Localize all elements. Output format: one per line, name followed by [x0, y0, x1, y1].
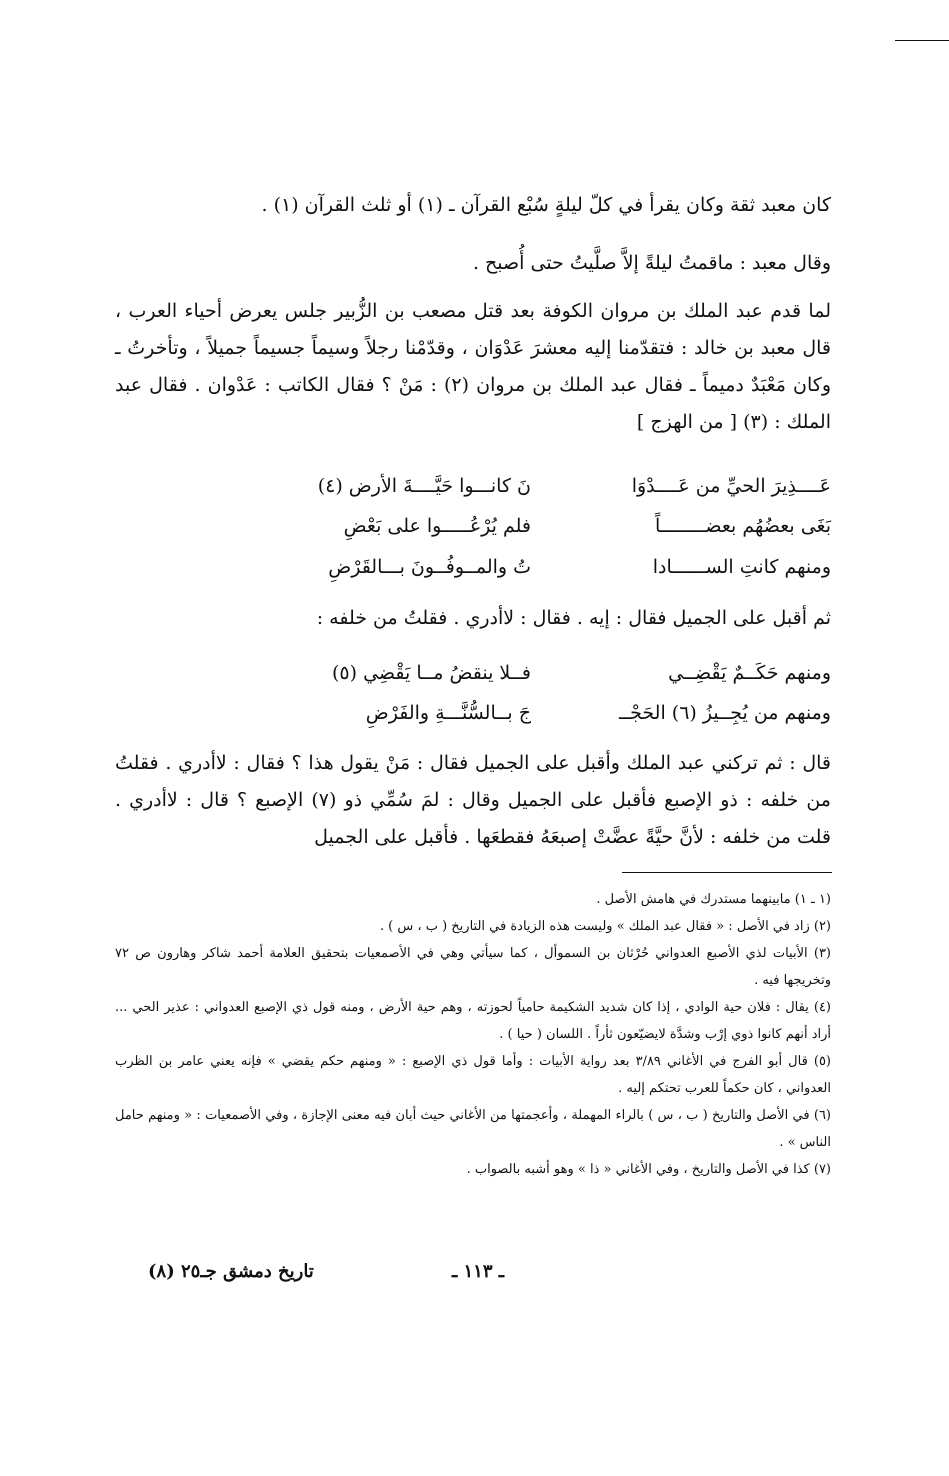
verse-line — [115, 697, 831, 729]
verse-line — [115, 470, 831, 502]
verse-line — [115, 510, 831, 542]
footnote: (١ ـ ١) مابينهما مستدرك في هامش الأصل . — [596, 892, 831, 907]
verse-hemistich-first: ومنهم كانتِ الســــــادا — [652, 556, 831, 578]
page-number: ـ ١١٣ ـ — [451, 1261, 505, 1282]
body-line-2: وقال معبد : ماقمتُ ليلةً إلاَّ صلَّيتُ حتى أُصبح . — [472, 252, 831, 274]
page-footer — [118, 1256, 834, 1288]
paragraph-text: لما قدم عبد الملك بن مروان الكوفة بعد قتل مصعب بن الزُّبير جلس يعرض أحياء العرب ، قال معبد بن خالد : فتقدّمنا إليه معشرَ عَدْوَان ، وقدّمْنا رجلاً وسيماً جسيماً جميلاً ، وتأخرتُ ـ وكان مَعْبَدٌ دميماً ـ فقال عبد الملك بن مروان (٢) : مَنْ ؟ فقال الكاتب : عَدْوان . فقال عبد الملك : (٣) [ من الهزج ] — [115, 300, 832, 433]
book-reference: تاريخ دمشق جـ٢٥ (٨) — [148, 1261, 314, 1282]
body-paragraph-1 — [115, 293, 831, 441]
footnote-separator — [622, 872, 832, 873]
verse-line — [115, 657, 831, 689]
footnote: (٧) كذا في الأصل والتاريخ ، وفي الأغاني « ذا » وهو أشبه بالصواب . — [466, 1162, 831, 1177]
footnote: (٥) قال أبو الفرج في الأغاني ٣/٨٩ بعد رواية الأبيات : وأما قول ذي الإصبع : « ومنهم حكم يقضي » فإنه يعني عامر بن الظرب العدواني ، كان حكماً للعرب تحتكم إليه . — [115, 1054, 831, 1096]
paragraph-text: قال : ثم تركني عبد الملك وأقبل على الجميل فقال : مَنْ يقول هذا ؟ فقال : لاأدري . فقلتُ من خلفه : ذو الإصبع فأقبل على الجميل وقال : لمَ سُمِّي ذو (٧) الإصبع ؟ قال : لاأدري . قلت من خلفه : لأنَّ حيَّةً عضَّتْ إصبعَهُ فقطعَها . فأقبل على الجميل — [115, 752, 831, 848]
verse-hemistich-second: فلم يُرْعُـــــوا على بَعْضِ — [343, 515, 531, 537]
verse-hemistich-first: ومنهم حَكَــمٌ يَقْضِــي — [668, 662, 831, 684]
verse-hemistich-second: فــلا ينقضُ مــا يَقْضِي (٥) — [332, 662, 531, 684]
top-rule — [895, 40, 949, 41]
body-line-1: كان معبد ثقة وكان يقرأ في كلّ ليلةٍ سُبْع القرآن ـ (١) أو ثلث القرآن (١) . — [261, 194, 831, 216]
footnote: (٣) الأبيات لذي الأصبع العدواني حُرْثان بن السموأل ، كما سيأتي وهي في الأصمعيات بتحقيق العلامة أحمد شاكر وهارون ص ٧٢ وتخريجها فيه . — [115, 946, 831, 988]
footnotes — [115, 886, 831, 1183]
verse-hemistich-first: ومنهم من يُجِــيزُ (٦) الحَجْــ — [619, 702, 831, 724]
verse-line — [115, 551, 831, 583]
verse-hemistich-first: بَغَى بعضُهُم بعضــــــــاً — [655, 515, 831, 537]
footnote: (٢) زاد في الأصل : « فقال عبد الملك » وليست هذه الزيادة في التاريخ ( ب ، س ) . — [379, 919, 831, 934]
verse-hemistich-second: نَ كانـــوا حَيَّــــةَ الأرض (٤) — [317, 475, 531, 497]
body-paragraph-2 — [115, 745, 831, 856]
footnote: (٦) في الأصل والتاريخ ( ب ، س ) بالراء المهملة ، وأعجمتها من الأغاني حيث أبان فيه معنى الإجازة ، وفي الأصمعيات : « ومنهم حامل الناس » . — [115, 1108, 831, 1150]
body-line-3: ثم أقبل على الجميل فقال : إيه . فقال : لاأدري . فقلتُ من خلفه : — [316, 607, 831, 629]
verse-hemistich-first: عَــــذِيرَ الحيِّ من عَــــدْوَا — [631, 475, 831, 497]
verse-hemistich-second: جَ بــالسُّنَّـــةِ والفَرْضِ — [365, 702, 531, 724]
verse-hemistich-second: تُ والمــوفُــونَ بـــالقَرْضِ — [328, 556, 531, 578]
footnote: (٤) يقال : فلان حية الوادي ، إذا كان شديد الشكيمة حامياً لحوزته ، وهم حية الأرض ، ومنه قول ذي الإصبع العدواني : عذير الحي ... أراد أنهم كانوا ذوي إرْب وشدَّة لايضيّعون ثأراً . اللسان ( حيا ) . — [115, 1000, 831, 1042]
